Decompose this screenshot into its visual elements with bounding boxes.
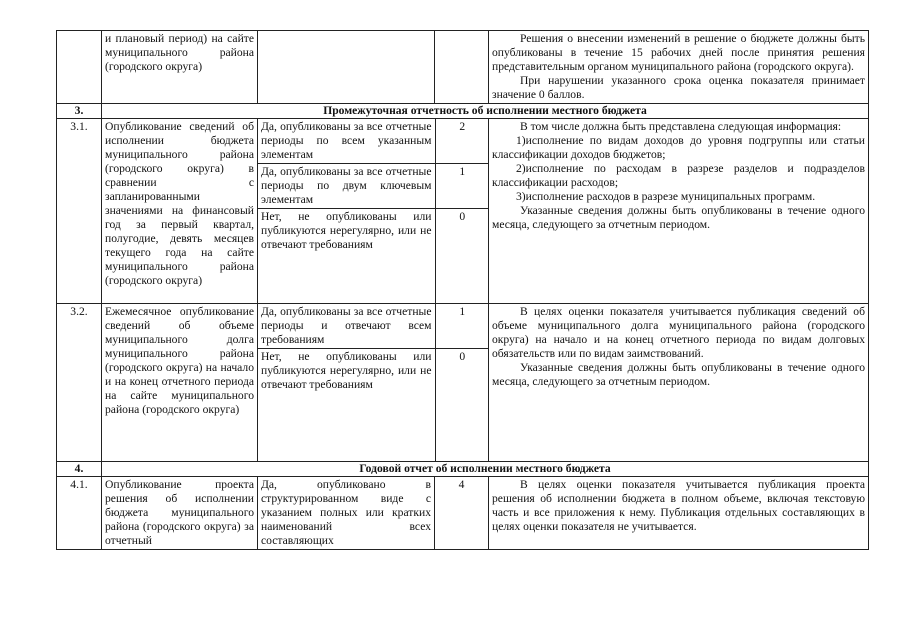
option-score: 0	[435, 349, 489, 462]
option-score: 1	[435, 304, 489, 349]
options-table	[258, 304, 489, 461]
option-cell	[258, 31, 435, 104]
section-header-row	[57, 104, 869, 119]
note-paragraph: 2)исполнение по расходам в разрезе разделов и подразделов классификации расходов;	[492, 162, 865, 189]
option-text: Да, опубликованы за все отчетные периоды по двум ключевым элементам	[258, 164, 435, 209]
criterion-cell: Ежемесячное опубликование сведений об объеме муниципального долга муниципального района (городского округа) на начало и на конец отчетного периода на сайте муниципального района (городского округа)	[102, 304, 258, 462]
criterion-cell: Опубликование сведений об исполнении бюджета муниципального района (городского округа) в сравнении с запланированными значениями на финансовый год за первый квартал, полугодие, девять месяцев текущего года на сайте муниципального района (городского округа)	[102, 119, 258, 304]
table-row	[57, 304, 869, 462]
note-cell	[489, 31, 869, 104]
option-text: Да, опубликованы за все отчетные периоды по всем указанным элементам	[258, 119, 435, 164]
option-row	[258, 209, 489, 304]
options-cell	[258, 119, 489, 304]
option-text: Да, опубликовано в структурированном виде с указанием полных или кратких наименований всех составляющих	[258, 477, 435, 550]
option-score: 4	[435, 477, 489, 550]
score-cell	[435, 31, 489, 104]
option-row	[258, 304, 489, 349]
option-row	[258, 349, 489, 462]
note-paragraph: Указанные сведения должны быть опубликованы в течение одного месяца, следующего за отчетным периодом.	[492, 204, 865, 231]
note-paragraph: В целях оценки показателя учитывается публикация проекта решения об исполнении бюджета в полном объеме, включая текстовую часть и все приложения к нему. Публикация отдельных составляющих в целях оценки показателя не учитывается.	[492, 478, 865, 533]
section-number: 4.	[57, 462, 102, 477]
criteria-table	[56, 30, 869, 550]
note-paragraph: При нарушении указанного срока оценка показателя принимает значение 0 баллов.	[492, 74, 865, 101]
table-row	[57, 119, 869, 304]
section-title: Годовой отчет об исполнении местного бюджета	[102, 462, 869, 477]
option-row	[258, 119, 489, 164]
table-row	[57, 31, 869, 104]
option-text: Нет, не опубликованы или публикуются нерегулярно, или не отвечают требованиям	[258, 209, 435, 304]
table-row	[57, 477, 869, 550]
option-score: 0	[435, 209, 489, 304]
options-cell	[258, 304, 489, 462]
note-paragraph: Решения о внесении изменений в решение о бюджете должны быть опубликованы в течение 15 рабочих дней после принятия решения представительным органом муниципального района (городского округа).	[492, 32, 865, 73]
option-text: Нет, не опубликованы или публикуются нерегулярно, или не отвечают требованиям	[258, 349, 435, 462]
row-number-cell	[57, 31, 102, 104]
options-table	[258, 119, 489, 303]
note-cell	[489, 304, 869, 462]
section-number: 3.	[57, 104, 102, 119]
option-row	[258, 164, 489, 209]
criterion-cell: и плановый период) на сайте муниципального района (городского округа)	[102, 31, 258, 104]
option-score: 1	[435, 164, 489, 209]
section-title: Промежуточная отчетность об исполнении местного бюджета	[102, 104, 869, 119]
criterion-cell: Опубликование проекта решения об исполнении бюджета муниципального района (городского округа) за отчетный	[102, 477, 258, 550]
note-paragraph: 1)исполнение по видам доходов до уровня подгруппы или статьи классификации доходов бюджетов;	[492, 134, 865, 161]
row-number: 3.1.	[57, 119, 102, 304]
note-paragraph: 3)исполнение расходов в разрезе муниципальных программ.	[516, 190, 816, 203]
section-header-row	[57, 462, 869, 477]
option-score: 2	[435, 119, 489, 164]
note-paragraph: В целях оценки показателя учитывается публикация сведений об объеме муниципального долга муниципального района (городского округа) на начало и на конец отчетного периода по видам долговых обязательств или по видам заимствований.	[492, 305, 865, 360]
option-text: Да, опубликованы за все отчетные периоды и отвечают всем требованиям	[258, 304, 435, 349]
note-cell	[489, 477, 869, 550]
row-number: 4.1.	[57, 477, 102, 550]
note-paragraph: В том числе должна быть представлена следующая информация:	[520, 120, 842, 133]
row-number: 3.2.	[57, 304, 102, 462]
note-paragraph: Указанные сведения должны быть опубликованы в течение одного месяца, следующего за отчетным периодом.	[492, 361, 865, 388]
note-cell	[489, 119, 869, 304]
